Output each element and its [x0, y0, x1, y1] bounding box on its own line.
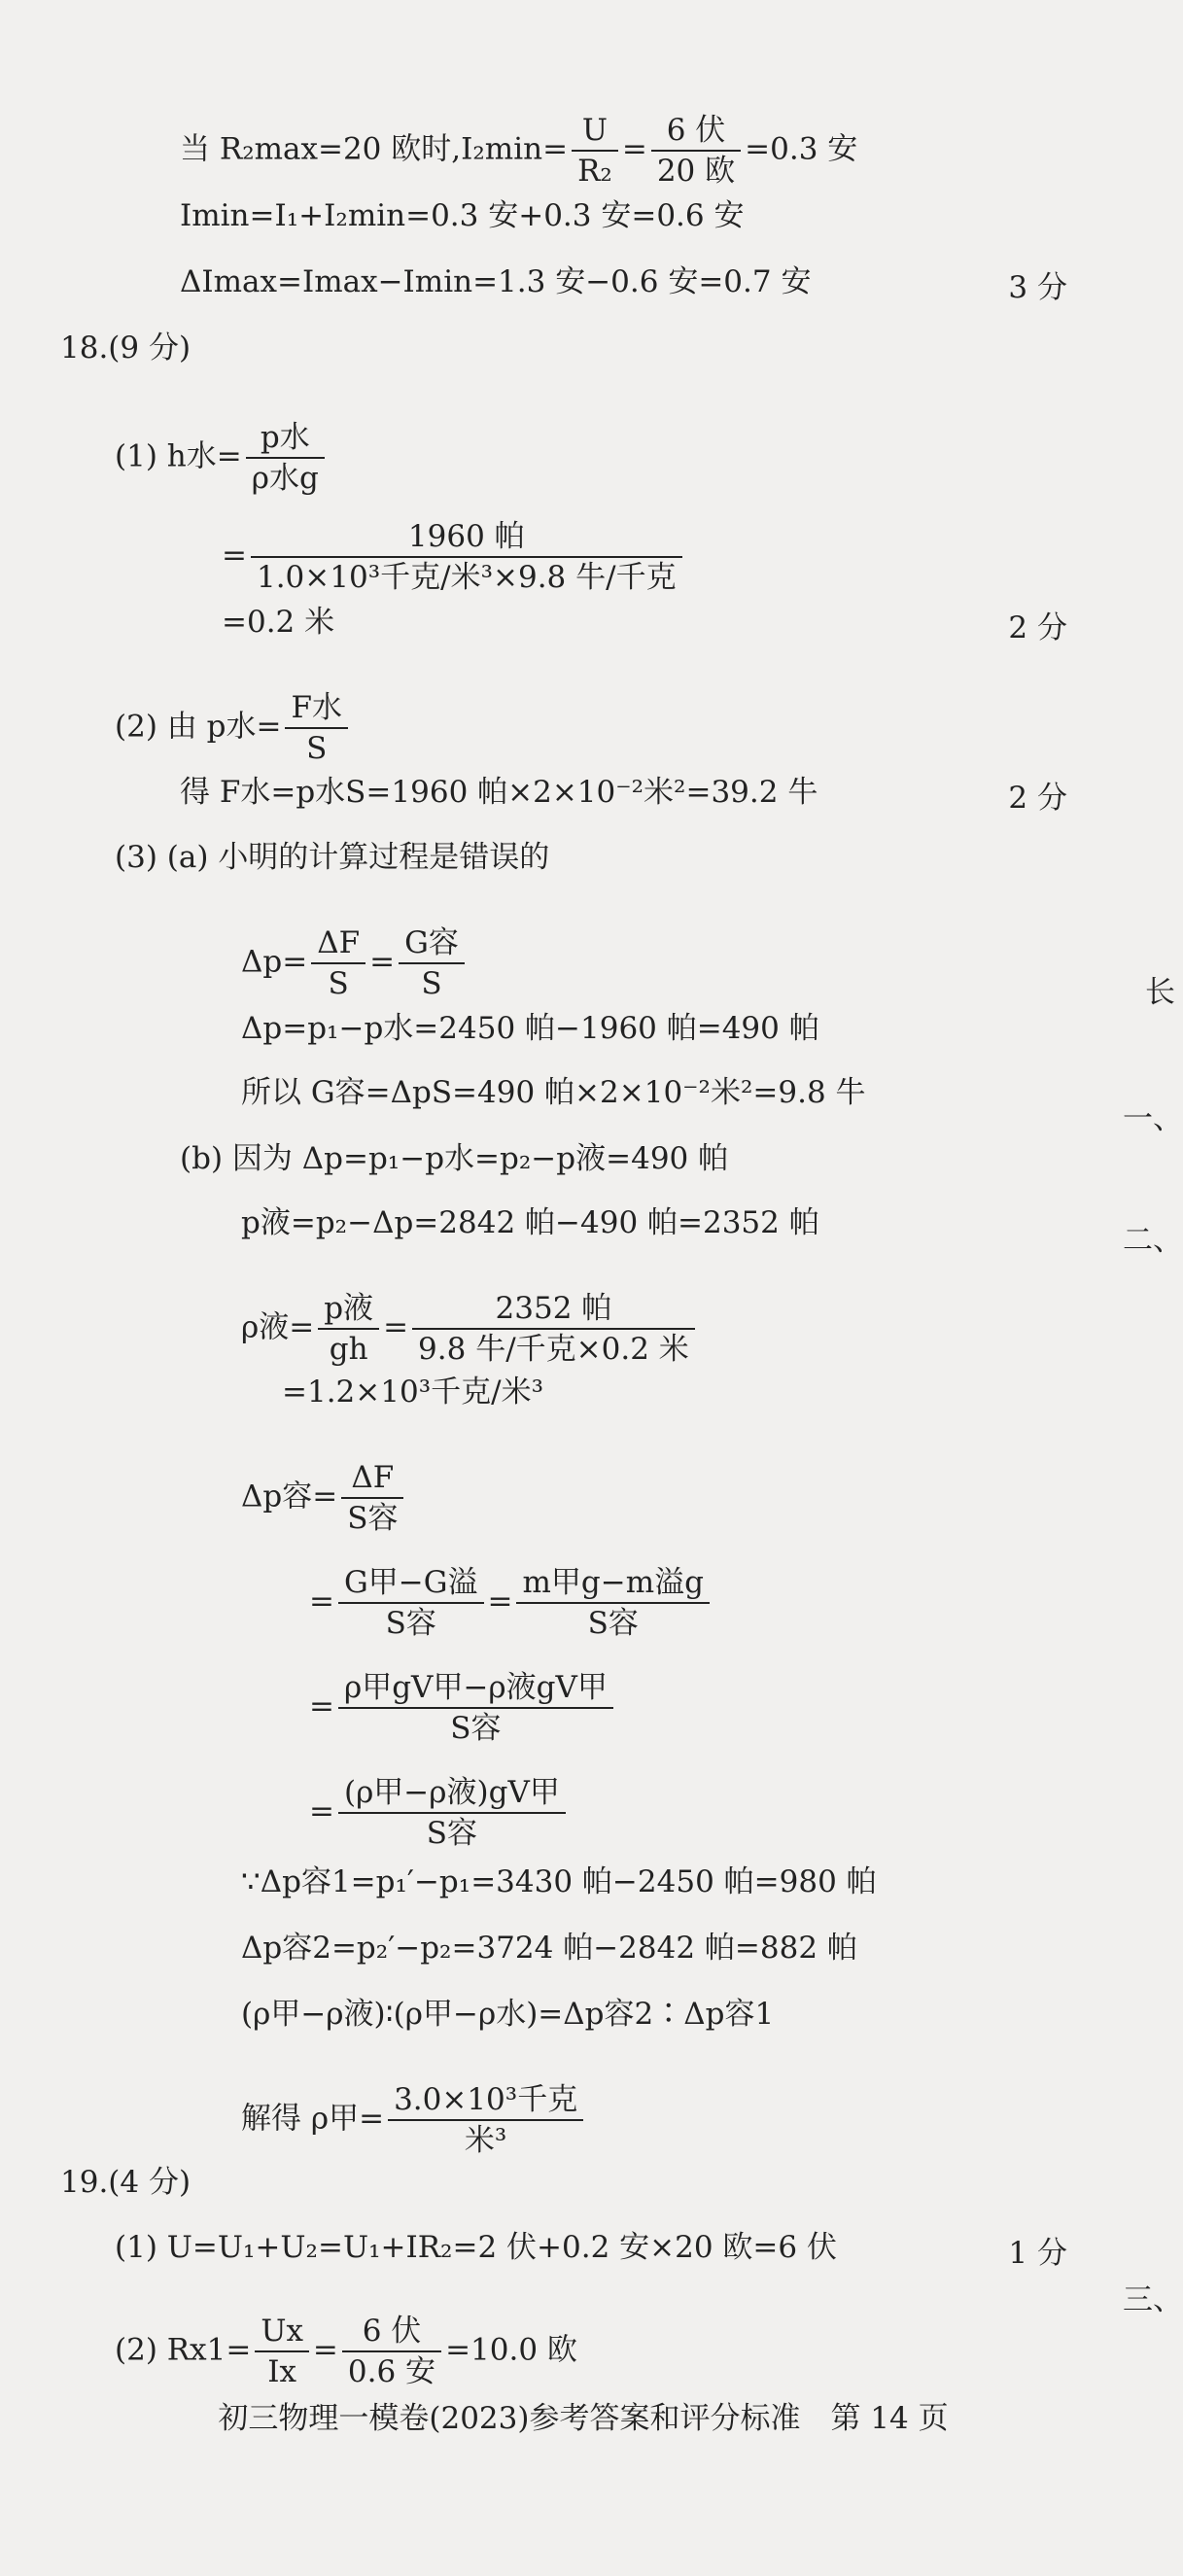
part-label: (1)	[115, 438, 157, 474]
q18-p3-a-line	[115, 838, 549, 877]
fraction	[651, 111, 741, 191]
fraction	[388, 2080, 583, 2160]
q18-p3-b-eq9: ∵Δp容1=p₁′−p₁=3430 帕−2450 帕=980 帕	[241, 1864, 877, 1899]
eq-lhs: Rx1=	[166, 2332, 252, 2368]
edge-mark: 一、	[1123, 1101, 1183, 1136]
q18-p3-b-eq11: (ρ甲−ρ液)∶(ρ甲−ρ水)=Δp容2∶Δp容1	[241, 1997, 775, 2032]
denominator: ρ水g	[251, 461, 319, 496]
q18-p3-b-eq7: = $\frac{\text{ρ甲gV甲−ρ液gV甲}}{\text{S容}}$	[309, 1668, 617, 1748]
q19-header: 19.(4 分)	[60, 2165, 191, 2200]
fraction	[572, 111, 618, 191]
subpart-label: (a)	[166, 840, 209, 875]
q18-p3-b-eq3: ρ液= $\frac{\text{p液}}{gh}$ = $\frac{\text{2352 帕}}{\text{9.8 牛/千克×0.2 米}}$	[241, 1289, 699, 1369]
edge-mark: 三、	[1123, 2282, 1183, 2317]
numerator: G容	[399, 923, 465, 964]
numerator: ρ甲gV甲−ρ液gV甲	[338, 1668, 613, 1709]
fraction	[255, 2312, 309, 2391]
q18-p2-line2: 得 F水=p水S=1960 帕×2×10⁻²米²=39.2 牛	[180, 775, 818, 810]
q18-header: 18.(9 分)	[60, 331, 191, 366]
numerator: ΔF	[341, 1458, 403, 1499]
score: 2 分	[1008, 610, 1067, 645]
denominator: S	[328, 966, 349, 1001]
part-label: (3)	[115, 840, 157, 875]
fraction	[341, 1458, 403, 1538]
fraction	[311, 923, 365, 1003]
denominator: R₂	[577, 154, 612, 189]
denominator: S容	[385, 1606, 436, 1641]
score: 3 分	[1008, 270, 1067, 305]
numerator: p液	[318, 1289, 379, 1330]
denominator: S容	[450, 1711, 502, 1746]
numerator: Ux	[255, 2312, 309, 2352]
q18-p3-b-eq1: 因为 Δp=p₁−p水=p₂−p液=490 帕	[231, 1141, 729, 1176]
numerator: (ρ甲−ρ液)gV甲	[338, 1773, 566, 1814]
denominator: 1.0×10³千克/米³×9.8 牛/千克	[256, 560, 677, 595]
numerator: ΔF	[311, 923, 365, 964]
fraction	[342, 2312, 441, 2391]
q19-p2: (2) Rx1= $\frac{Ux}{Ix}$ = $\frac{\text{6 伏}}{\text{0.6 安}}$ =10.0 欧	[115, 2314, 577, 2389]
equals: =	[621, 131, 647, 167]
eq-lhs: Δp容=	[241, 1479, 338, 1514]
score: 1 分	[1008, 2236, 1067, 2271]
score: 2 分	[1008, 781, 1067, 816]
q18-p3-b-line1	[180, 1139, 728, 1178]
denominator: 20 欧	[656, 154, 736, 189]
eq-lhs: 解得 ρ甲=	[241, 2101, 385, 2137]
part-label: (2)	[115, 2332, 157, 2368]
denominator: S容	[426, 1816, 478, 1851]
numerator: 6 伏	[651, 111, 741, 152]
denominator: 0.6 安	[347, 2354, 436, 2389]
q19-p1-text: U=U₁+U₂=U₁+IR₂=2 伏+0.2 安×20 欧=6 伏	[166, 2230, 837, 2265]
q18-p3-a-text: 小明的计算过程是错误的	[218, 840, 550, 875]
numerator: 2352 帕	[412, 1289, 695, 1330]
numerator: 1960 帕	[251, 517, 682, 558]
q18-p3-b-eq10: Δp容2=p₂′−p₂=3724 帕−2842 帕=882 帕	[241, 1931, 857, 1966]
denominator: S容	[587, 1606, 639, 1641]
denominator: S	[306, 731, 328, 766]
numerator: m甲g−m溢g	[516, 1563, 709, 1604]
fraction	[412, 1289, 695, 1369]
denominator: Ix	[267, 2354, 296, 2389]
numerator: p水	[246, 418, 325, 459]
eq-lhs: Δp=	[241, 944, 308, 980]
q18-p3-b-eq4: =1.2×10³千克/米³	[282, 1375, 543, 1410]
q17-line1-result: =0.3 安	[745, 131, 858, 167]
part-label: (1)	[115, 2230, 157, 2265]
denominator: S	[421, 966, 442, 1001]
q18-p1-line2: = $\frac{\text{1960 帕}}{\text{1.0×10³千克/米³×9.8 牛/千克}}$	[222, 517, 686, 597]
q18-p1-line1	[115, 418, 329, 498]
fraction	[399, 923, 465, 1003]
numerator: 6 伏	[342, 2312, 441, 2352]
numerator: G甲−G溢	[338, 1563, 484, 1604]
subpart-label: (b)	[180, 1141, 224, 1176]
q18-p3-b-eq6: = $\frac{\text{G甲−G溢}}{\text{S容}}$ = $\frac{\text{m甲g−m溢g}}{\text{S容}}$	[309, 1563, 713, 1643]
q18-p3-a-eq1: Δp= $\frac{\Delta F}{S}$ = $\frac{\text{G容}}{S}$	[241, 923, 469, 1003]
q17-line1-pre: 当	[180, 131, 220, 167]
fraction	[516, 1563, 709, 1643]
fraction	[246, 418, 325, 498]
q18-p3-b-eq2: p液=p₂−Δp=2842 帕−490 帕=2352 帕	[241, 1205, 819, 1240]
denominator: 9.8 牛/千克×0.2 米	[418, 1332, 689, 1367]
q17-line1-cond: R₂max=20 欧时,	[219, 131, 462, 167]
q18-p3-a-eq2: Δp=p₁−p水=2450 帕−1960 帕=490 帕	[241, 1011, 819, 1046]
denominator: S容	[347, 1501, 399, 1536]
q17-line1	[180, 111, 857, 191]
denominator: gh	[329, 1332, 368, 1367]
edge-mark: 长	[1145, 975, 1175, 1010]
q18-p2-pre: 由 p水=	[166, 709, 282, 745]
q17-line2: Imin=I₁+I₂min=0.3 安+0.3 安=0.6 安	[180, 198, 745, 233]
q18-p3-b-eq12	[241, 2080, 587, 2160]
fraction	[338, 1773, 566, 1853]
fraction	[285, 688, 348, 768]
edge-mark: 二、	[1123, 1223, 1183, 1258]
page-footer: 初三物理一模卷(2023)参考答案和评分标准 第 14 页	[218, 2401, 949, 2436]
q17-line3: ΔImax=Imax−Imin=1.3 安−0.6 安=0.7 安	[180, 264, 812, 299]
q18-p3-a-eq3: 所以 G容=ΔpS=490 帕×2×10⁻²米²=9.8 牛	[241, 1075, 866, 1110]
q18-p1-lhs: h水=	[166, 438, 242, 474]
numerator: 3.0×10³千克	[388, 2080, 583, 2121]
q17-line1-lhs: I₂min=	[461, 131, 569, 167]
q19-p2-result: =10.0 欧	[445, 2332, 577, 2368]
q18-p2-line1	[115, 688, 352, 768]
fraction	[338, 1668, 613, 1748]
fraction	[338, 1563, 484, 1643]
fraction	[251, 517, 682, 597]
q18-p3-b-eq8: = $\frac{\text{(ρ甲−ρ液)gV甲}}{\text{S容}}$	[309, 1773, 570, 1853]
numerator: U	[572, 111, 618, 152]
q19-p1	[115, 2228, 837, 2267]
denominator: 米³	[464, 2123, 507, 2158]
eq-lhs: ρ液=	[241, 1309, 315, 1345]
q18-p3-b-eq5	[241, 1458, 407, 1538]
q18-p1-result: =0.2 米	[222, 605, 335, 640]
fraction	[318, 1289, 379, 1369]
part-label: (2)	[115, 709, 157, 745]
numerator: F水	[285, 688, 348, 729]
